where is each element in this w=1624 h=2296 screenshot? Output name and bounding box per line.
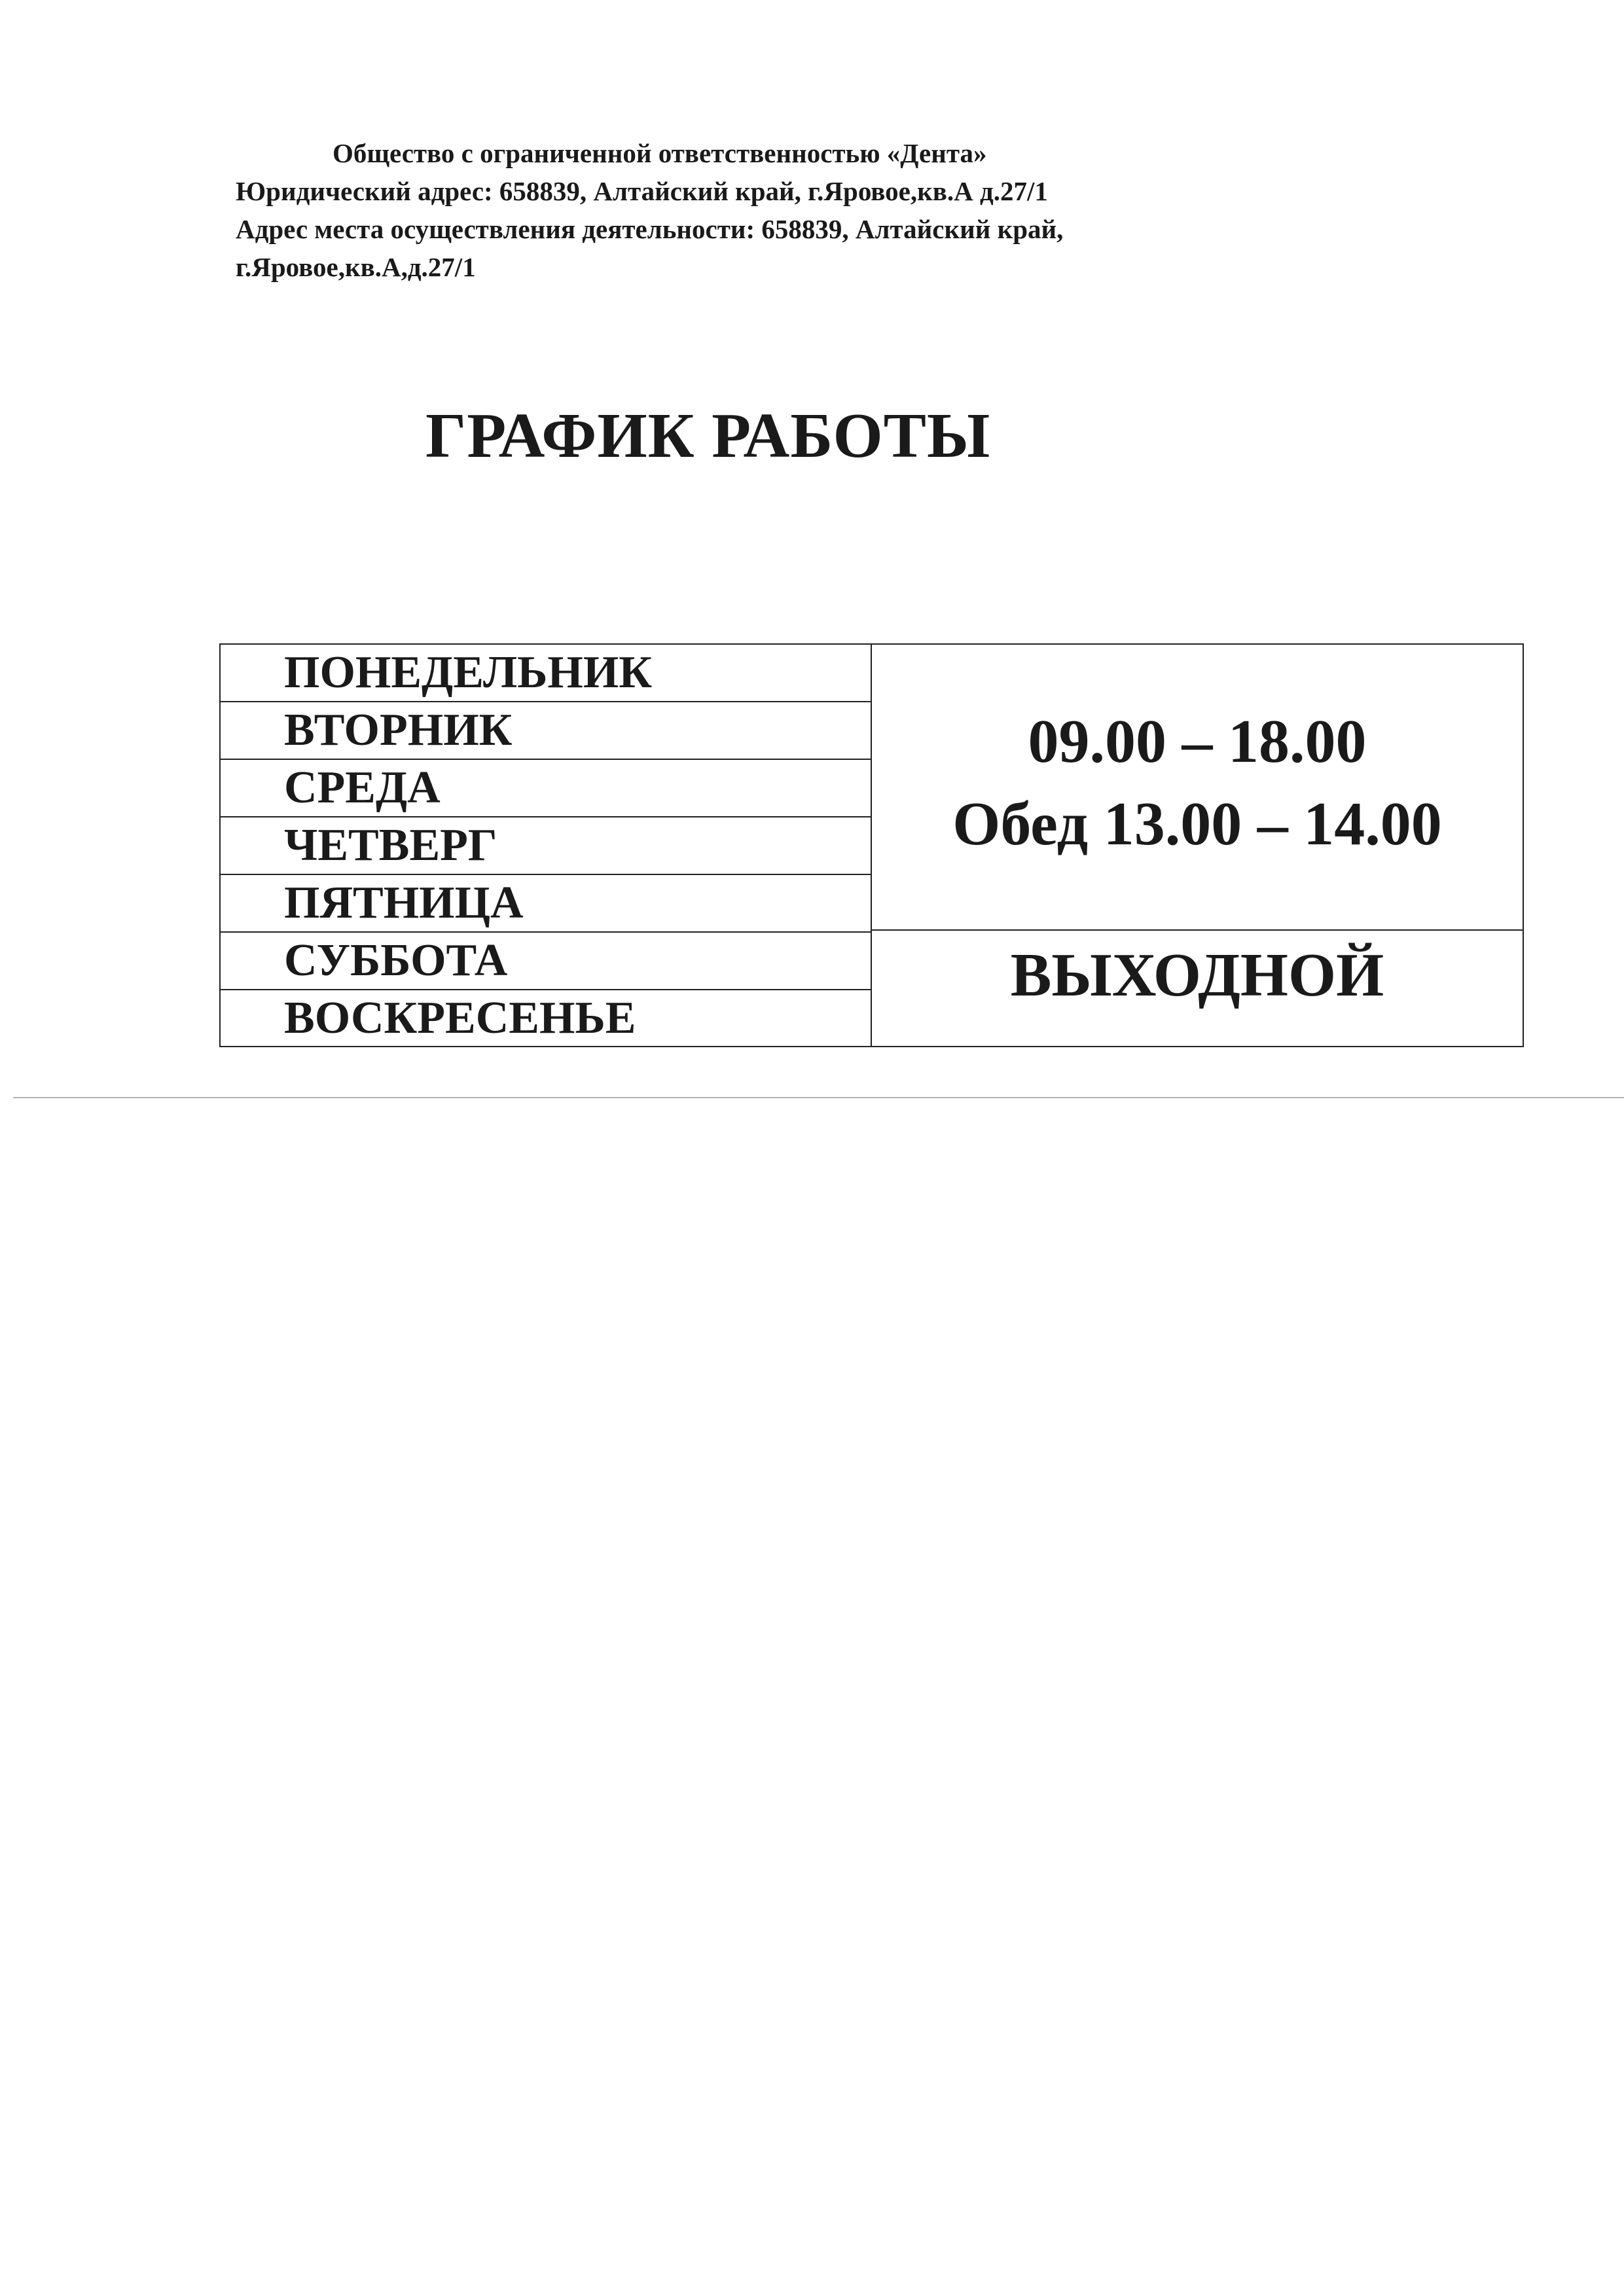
day-off-label: ВЫХОДНОЙ [1010, 941, 1384, 1009]
day-tuesday: ВТОРНИК [221, 702, 871, 760]
legal-address: Юридический адрес: 658839, Алтайский край, г.Яровое,кв.А д.27/1 [236, 176, 1048, 206]
day-thursday: ЧЕТВЕРГ [221, 817, 871, 875]
organization-header [236, 134, 1348, 286]
work-hours: 09.00 – 18.00 [1028, 708, 1367, 776]
weekend-cell [872, 931, 1523, 1046]
days-column [221, 645, 872, 1046]
org-name: Общество с ограниченной ответственностью «Дента» [333, 138, 987, 168]
activity-address-line1: Адрес места осуществления деятельности: 658839, Алтайский край, [236, 214, 1064, 244]
activity-address-line2: г.Яровое,кв.А,д.27/1 [236, 252, 476, 282]
weekday-hours-cell [872, 645, 1523, 931]
scan-fold-line [13, 1097, 1624, 1098]
day-friday: ПЯТНИЦА [221, 875, 871, 933]
day-wednesday: СРЕДА [221, 760, 871, 817]
schedule-table [219, 643, 1524, 1047]
lunch-hours: Обед 13.00 – 14.00 [952, 790, 1442, 858]
day-saturday: СУББОТА [221, 933, 871, 990]
day-sunday: ВОСКРЕСЕНЬЕ [284, 993, 636, 1043]
day-monday: ПОНЕДЕЛЬНИК [221, 645, 871, 702]
page-title: ГРАФИК РАБОТЫ [425, 401, 991, 471]
